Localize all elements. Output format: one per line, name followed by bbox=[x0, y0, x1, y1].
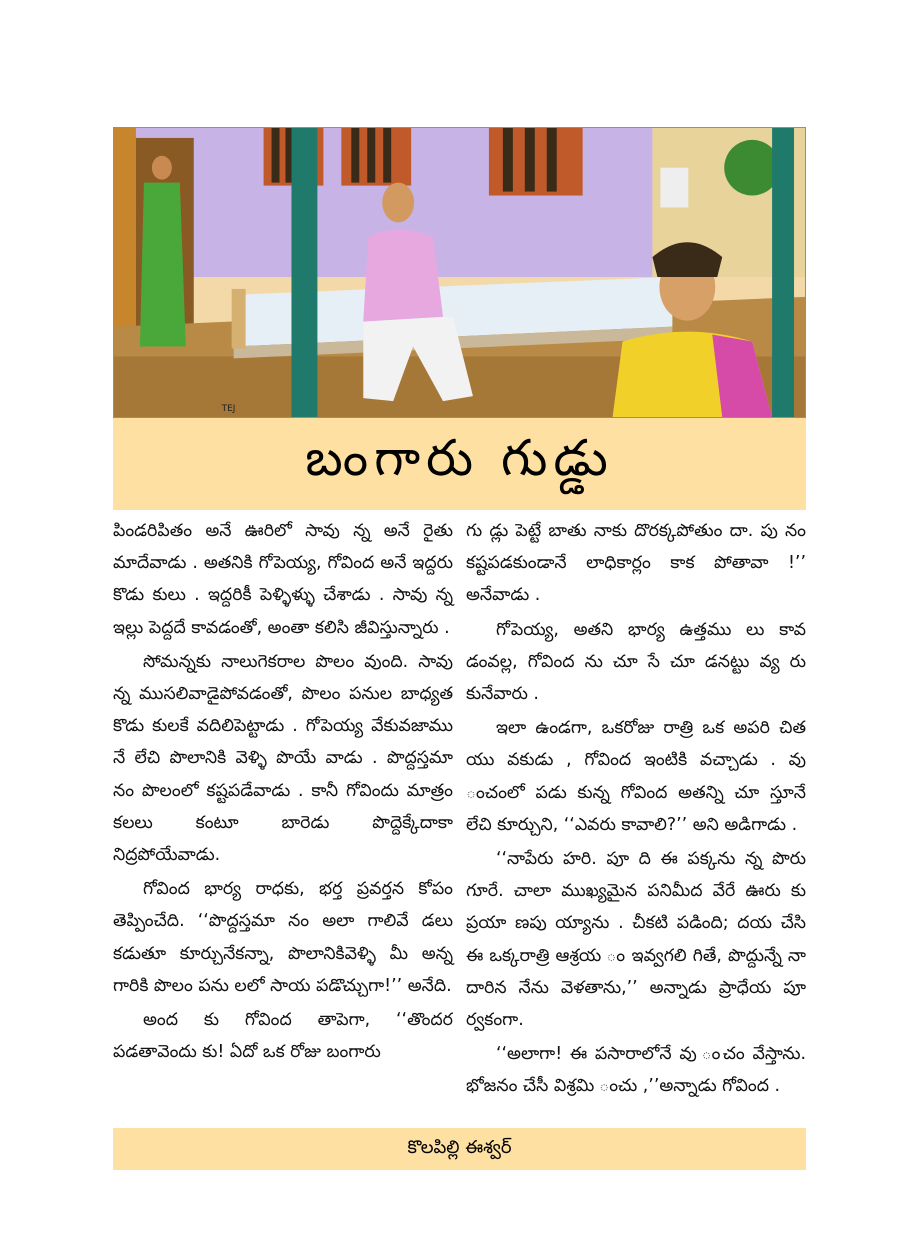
author-band bbox=[113, 1128, 806, 1170]
illustration-svg bbox=[114, 128, 805, 417]
paragraph: ‘‘అలాగా! ఈ పసారాలోనే వు ంచం వేస్తాను. భోజనం చేసీ విశ్రమి ంచు ,’’అన్నాడు గోవింద . bbox=[466, 1044, 806, 1097]
author-name: కొలపిల్లి ఈశ్వర్ bbox=[407, 1136, 512, 1158]
paragraph: పిండరిపితం అనే ఊరిలో సావు న్న అనే రైతు మాదేవాడు . అతనికి గోపెయ్య, గోవింద అనే ఇద్దరు కొడు కులు . ఇద్దరికీ పెళ్ళిళ్ళు చేశాడు . సావు న్న ఇల్లు పెద్దదే కావడంతో, అంతా కలిసి జీవిస్తున్నారు . bbox=[113, 521, 453, 638]
paragraph: గోవింద భార్య రాధకు, భర్త ప్రవర్తన కోపం తెప్పించేది. ‘‘పొద్దస్తమా నం అలా గాలివే డలు కడుతూ కూర్చునేకన్నా, పొలానికివెళ్ళి మీ అన్న గారికి పొలం పను లలో సాయ పడొచ్చుగా!’’ అనేది. bbox=[113, 879, 453, 996]
title-band bbox=[113, 418, 806, 510]
paragraph: గోపెయ్య, అతని భార్య ఉత్తము లు కావ డంవల్ల, గోవింద ను చూ సే చూ డనట్టు వ్య రు కునేవారు . bbox=[466, 619, 806, 705]
illustration-signature: TEJ bbox=[221, 404, 236, 415]
right-column bbox=[466, 515, 806, 1103]
paragraph: అంద కు గోవింద తాపెగా, ‘‘తొందర పడతావెందు కు! ఏదో ఒక రోజు బంగారు bbox=[113, 1010, 453, 1063]
paragraph: సోమన్నకు నాలుగెకరాల పొలం వుంది. సావు న్న ముసలివాడైపోవడంతో, పొలం పనుల బాధ్యత కొడు కులకే వదిలిపెట్టాడు . గోపెయ్య వేకువజాము నే లేచి పొలానికి వెళ్ళి పొయే వాడు . పొద్దస్తమా నం పొలంలో కష్టపడేవాడు . కానీ గోవిందు మాత్రం కలలు కంటూ బారెడు పొద్దెక్కేదాకా నిద్రపోయేవాడు. bbox=[113, 651, 453, 866]
paragraph: గు డ్లు పెట్టే బాతు నాకు దొరక్కపోతుం దా. పు నం కష్టపడకుండానే లాధికార్లం కాక పోతావా !’’ అనేవాడు . bbox=[466, 521, 806, 606]
paragraph: ఇలా ఉండగా, ఒకరోజు రాత్రి ఒక అపరి చిత యు వకుడు , గోవింద ఇంటికి వచ్చాడు . వు ంచంలో పడు కున్న గోవింద అతన్ని చూ స్తూనే లేచి కూర్చుని, ‘‘ఎవరు కావాలి?’’ అని అడిగాడు . bbox=[466, 718, 806, 835]
story-title: బంగారు గుడ్డు bbox=[305, 428, 614, 487]
story-illustration bbox=[113, 127, 806, 418]
paragraph: ‘‘నాపేరు హరి. పూ ది ఈ పక్కను న్న పొరు గూరే. చాలా ముఖ్యమైన పనిమీద వేరే ఊరు కు ప్రయా ణపు య్యాను . చీకటి పడింది; దయ చేసి ఈ ఒక్కరాత్రి ఆశ్రయ ం ఇవ్వగలి గితే, పొద్దున్నే నా దారిన నేను వెళతాను,’’ అన్నాడు ప్రాధేయ పూ ర్వకంగా. bbox=[466, 849, 806, 1031]
left-column bbox=[113, 515, 453, 1068]
